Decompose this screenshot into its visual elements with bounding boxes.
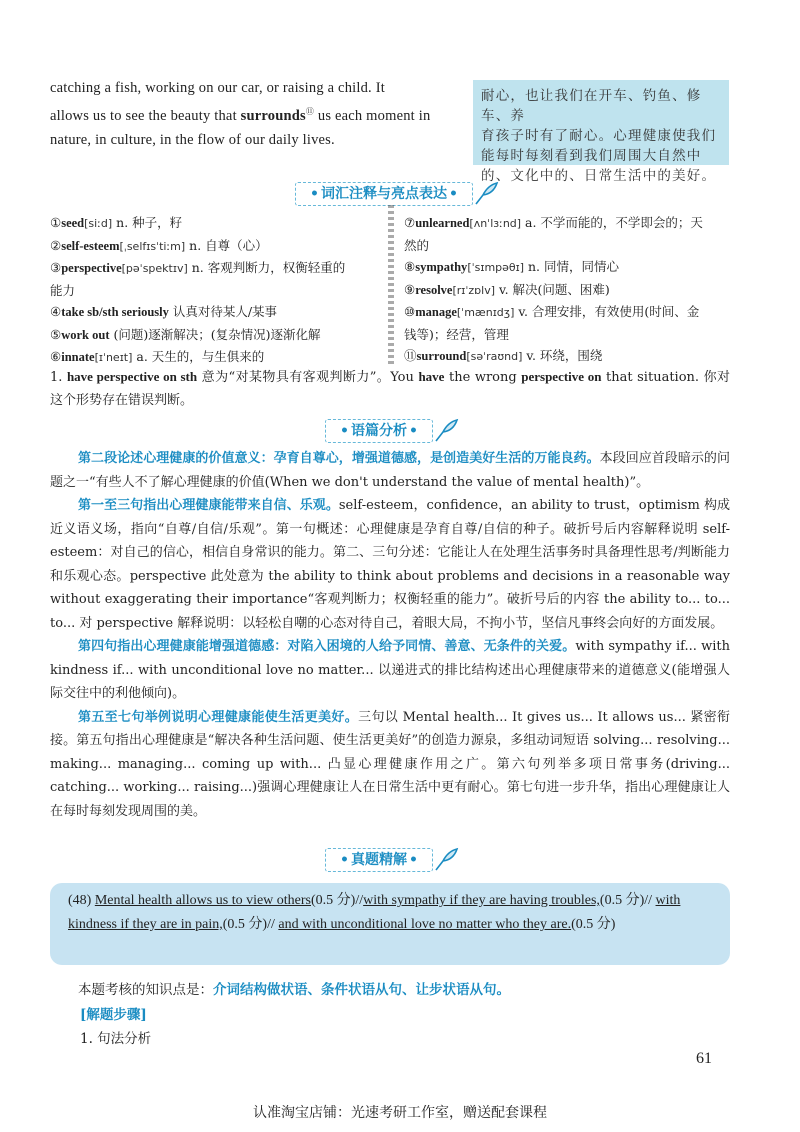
intro-line-2-post: us each moment in bbox=[314, 107, 431, 124]
score-mark: (0.5 分) bbox=[571, 917, 616, 932]
vocab-heading-box: • 词汇注释与亮点表达 • bbox=[295, 182, 473, 206]
analysis-para-1: 第二段论述心理健康的价值意义：孕育自尊心，增强道德感，是创造美好生活的万能良药。本段回应首段暗示的问题之一“有些人不了解心理健康的价值(When we don't understand the value of mental health)”。 bbox=[50, 451, 730, 490]
analysis-para-3: 第四句指出心理健康能增强道德感：对陷入困境的人给予同情、善意、无条件的关爱。with sympathy if... with kindness if... with unconditional love no matter... 以递进式的排比结构述出心理健康带来的道德意义(能增强人际交往中的利他倾向)。 bbox=[50, 639, 730, 701]
vocab-item: ⑧sympathy[ˈsɪmpəθɪ] n. 同情，同情心 bbox=[404, 259, 620, 274]
analysis-heading-text: 语篇分析 bbox=[350, 423, 407, 439]
score-mark: (0.5 分)// bbox=[311, 893, 364, 908]
answer-box bbox=[50, 883, 730, 965]
intro-paragraph bbox=[50, 76, 462, 152]
exam-heading-text: 真题精解 bbox=[350, 852, 407, 868]
vocab-heading bbox=[295, 181, 499, 207]
analysis-body bbox=[50, 447, 730, 823]
vocab-item: ⑩manage[ˈmænɪdʒ] v. 合理安排，有效使用(时间、金 bbox=[404, 304, 700, 319]
knowledge-points: 本题考核的知识点是：介词结构做状语、条件状语从句、让步状语从句。 bbox=[78, 982, 510, 998]
vocab-list-left bbox=[50, 212, 380, 369]
vocab-item: ④take sb/sth seriously 认真对待某人/某事 bbox=[50, 304, 278, 319]
vocab-item: ⑤work out (问题)逐渐解决；(复杂情况)逐渐化解 bbox=[50, 326, 321, 342]
vocab-item-continued: 然的 bbox=[404, 237, 430, 253]
vocab-item: ⑥innate[ɪˈneɪt] a. 天生的，与生俱来的 bbox=[50, 349, 265, 364]
highlight-expression: 1. have perspective on sth 意为“对某物具有客观判断力”。You have the wrong perspective on that situation. 你对这个形势存在错误判断。 bbox=[50, 369, 730, 408]
quill-icon bbox=[473, 181, 499, 207]
vocab-item: ③perspective[pəˈspektɪv] n. 客观判断力，权衡轻重的 bbox=[50, 260, 346, 275]
intro-bold-word: surrounds bbox=[240, 107, 306, 124]
translation-line-1: 耐心，也让我们在开车、钓鱼、修车、养 bbox=[481, 88, 702, 124]
translation-line-3: 能每时每刻看到我们周围大自然中 bbox=[481, 148, 702, 164]
vocab-item: ⑦unlearned[ʌnˈlɜːnd] a. 不学而能的，不学即会的；天 bbox=[404, 215, 703, 230]
exam-heading bbox=[325, 847, 459, 873]
score-mark: (0.5 分)// bbox=[222, 917, 279, 932]
vocab-item: ①seed[siːd] n. 种子，籽 bbox=[50, 215, 183, 230]
intro-line-3: nature, in culture, in the flow of our daily lives. bbox=[50, 131, 335, 148]
intro-line-2 bbox=[50, 100, 462, 128]
intro-line-2-pre: allows us to see the beauty that bbox=[50, 107, 241, 124]
quill-icon bbox=[433, 847, 459, 873]
syntax-analysis-label: 1. 句法分析 bbox=[80, 1031, 152, 1047]
solution-steps-label: [解题步骤] bbox=[80, 1007, 147, 1023]
analysis-heading bbox=[325, 418, 459, 444]
page-number: 61 bbox=[696, 1050, 712, 1067]
answer-segment: and with unconditional love no matter who they are. bbox=[278, 917, 572, 932]
question-number: (48) bbox=[68, 893, 95, 908]
vocab-item-continued: 能力 bbox=[50, 282, 76, 298]
analysis-para-4: 第五至七句举例说明心理健康能使生活更美好。三句以 Mental health... It gives us... It allows us... 紧密衔接。第五句指出心理健康是“解决各种生活问题、使生活更美好”的创造力源泉，多组动词短语 solving... resolving... making... managing... coming up with... 凸显心理健康作用之广。第六句列举多项日常事务(driving... catching... working... raising...)强调心理健康让人在日常生活中更有耐心。第七句进一步升华，指出心理健康让人在每时每刻发现周围的美。 bbox=[50, 709, 730, 819]
answer-segment: with sympathy if they are having troubles, bbox=[363, 893, 600, 908]
vocab-heading-text: 词汇注释与亮点表达 bbox=[320, 186, 447, 202]
score-mark: (0.5 分)// bbox=[599, 893, 656, 908]
vocab-item-continued: 钱等)；经营，管理 bbox=[404, 326, 509, 342]
quill-icon bbox=[433, 418, 459, 444]
vocab-item: ②self-esteem[ˌselfɪsˈtiːm] n. 自尊（心） bbox=[50, 237, 268, 253]
analysis-heading-box: • 语篇分析 • bbox=[325, 419, 433, 443]
intro-line-1: catching a fish, working on our car, or raising a child. It bbox=[50, 80, 385, 96]
vocab-item: ⑨resolve[rɪˈzɒlv] v. 解决(问题、困难) bbox=[404, 281, 610, 297]
translation-line-2: 育孩子时有了耐心。心理健康使我们 bbox=[481, 128, 717, 144]
exam-heading-box: • 真题精解 • bbox=[325, 848, 433, 872]
analysis-para-2: 第一至三句指出心理健康能带来自信、乐观。self-esteem，confidence，an ability to trust，optimism 构成近义语义场，指向“自尊/自信/乐观”。第一句概述：心理健康是孕育自尊/自信的种子。破折号后内容解释说明 self-esteem：对自己的信心，相信自身常识的能力。第二、三句分述：它能让人在处理生活事务时具备理性思考/判断能力和乐观心态。perspective 此处意为 the ability to think about problems and decisions in a reasonable way without exaggerating their importance“客观判断力；权衡轻重的能力”。破折号后的内容 the ability to... to... to... 对 perspective 解释说明：以轻松自嘲的心态对待自己，着眼大局，不拘小节，坚信凡事终会向好的方面发展。 bbox=[50, 498, 730, 631]
footer-note: 认准淘宝店铺：光速考研工作室，赠送配套课程 bbox=[253, 1105, 547, 1121]
intro-footnote-mark: ⑪ bbox=[305, 107, 315, 116]
column-divider bbox=[388, 205, 394, 365]
translation-box bbox=[473, 80, 729, 184]
translation-line-4: 的、文化中的、日常生活中的美好。 bbox=[481, 168, 717, 184]
vocab-item: ⑪surround[səˈraʊnd] v. 环绕，围绕 bbox=[404, 348, 603, 363]
answer-segment: with kindness if they are in pain, bbox=[68, 893, 681, 932]
answer-segment: Mental health allows us to view others bbox=[94, 893, 312, 908]
vocab-list-right bbox=[404, 212, 734, 368]
